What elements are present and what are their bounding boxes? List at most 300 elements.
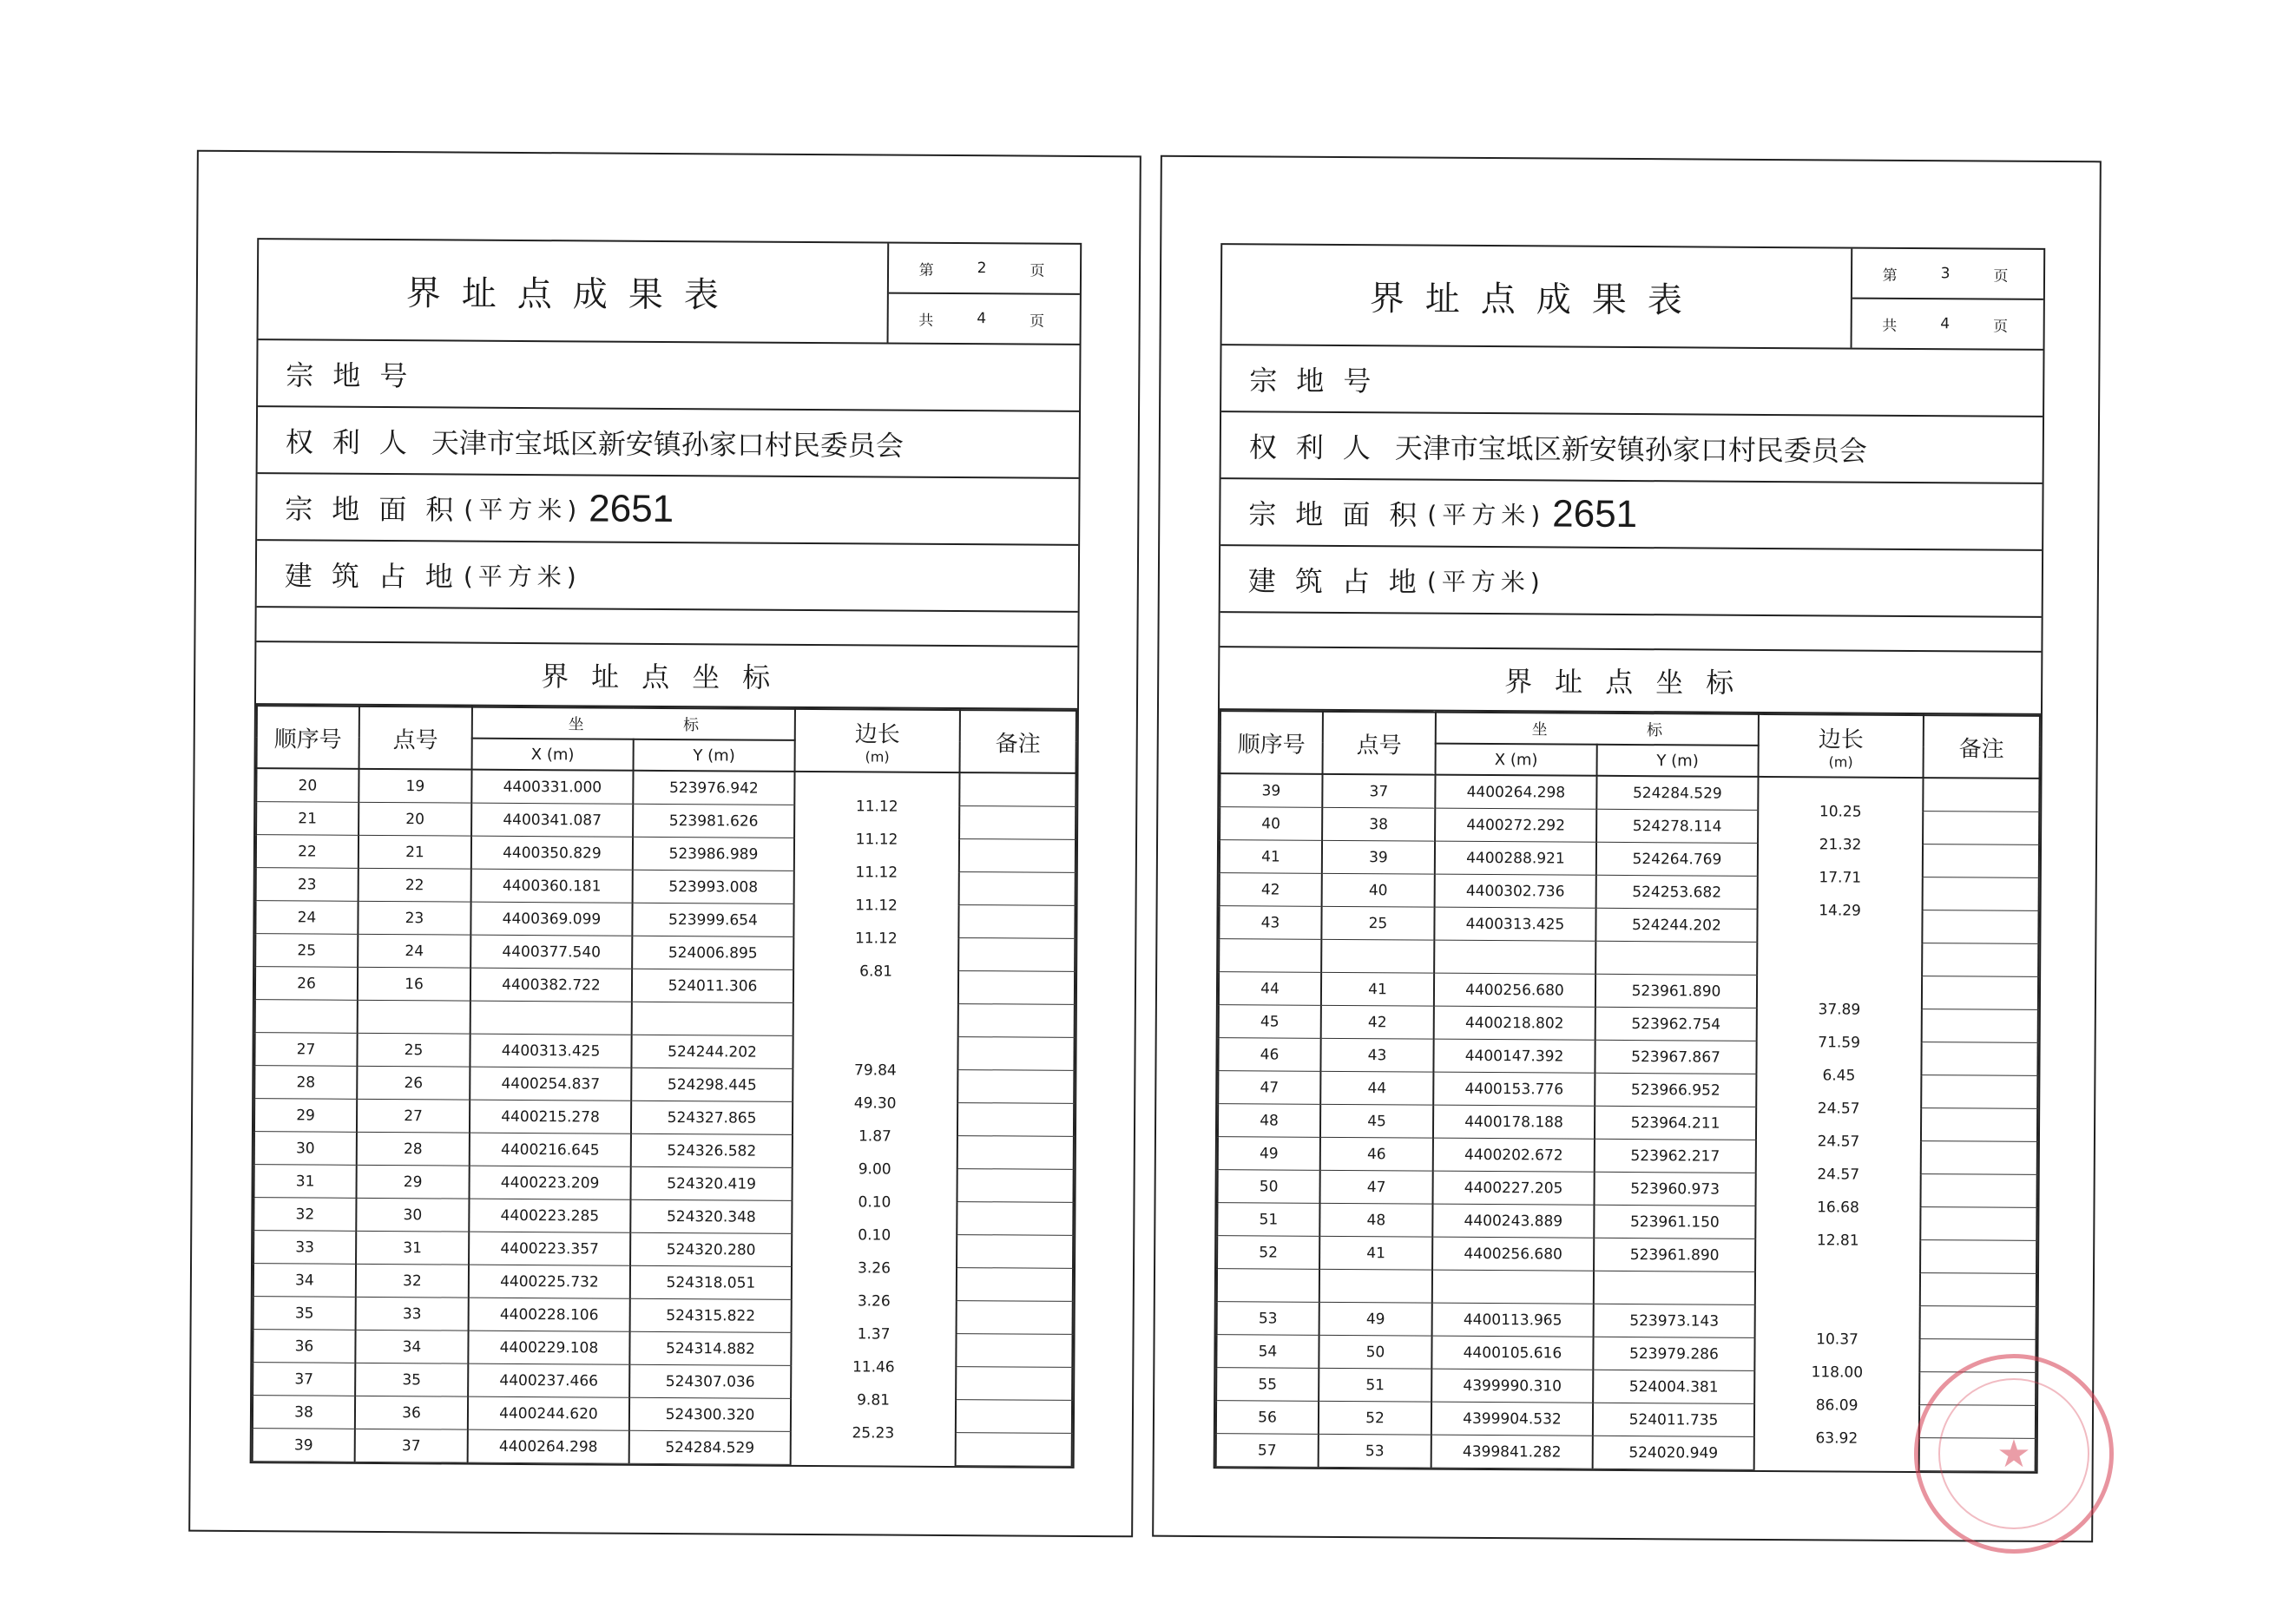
edge-length: 16.68: [1817, 1198, 1859, 1217]
seal-inner-ring: [1938, 1378, 2089, 1529]
y-cell: [1595, 941, 1757, 975]
length-cell: [791, 1365, 956, 1409]
page-sheet-2: [188, 150, 1141, 1538]
area-value: 2651: [1552, 491, 1638, 536]
seq-cell: 23: [256, 868, 359, 902]
edge-length: 24.57: [1817, 1165, 1860, 1184]
x-cell: 4400264.298: [1435, 775, 1596, 810]
edge-length: 24.57: [1817, 1132, 1860, 1151]
y-cell: 523961.890: [1595, 974, 1757, 1008]
seq-cell: 35: [253, 1297, 356, 1331]
boundary-point-form: [1214, 243, 2046, 1474]
table-row: [1218, 1104, 2037, 1142]
x-cell: 4400254.837: [470, 1067, 631, 1101]
y-cell: [1594, 1271, 1755, 1304]
remark-cell: [957, 1103, 1074, 1137]
length-cell: [1755, 1271, 1920, 1305]
x-cell: 4399841.282: [1431, 1435, 1593, 1469]
seq-cell: 39: [253, 1429, 355, 1462]
x-cell: 4400218.802: [1434, 1006, 1595, 1040]
edge-length: 10.37: [1816, 1330, 1859, 1349]
point-cell: 44: [1320, 1071, 1433, 1105]
seq-cell: [1219, 939, 1321, 973]
x-cell: 4400244.620: [468, 1396, 629, 1430]
length-cell: [1754, 1337, 1919, 1382]
edge-length: 11.12: [855, 863, 898, 882]
x-cell: 4400225.732: [469, 1265, 630, 1298]
parcel-number-row: 宗地号: [258, 340, 1079, 412]
point-cell: 41: [1319, 1236, 1432, 1270]
coordinate-rows: [253, 768, 1076, 1466]
x-cell: 4400288.921: [1435, 841, 1596, 875]
remark-cell: [1921, 1108, 2037, 1142]
point-cell: 42: [1321, 1005, 1434, 1039]
length-cell: [792, 1266, 957, 1311]
remark-cell: [957, 1202, 1073, 1236]
area-row: 宗地面积 (平方米) 2651: [257, 474, 1078, 546]
seq-cell: 32: [253, 1198, 356, 1232]
remark-cell: [959, 872, 1076, 906]
table-row: [1219, 939, 2038, 977]
seq-cell: 37: [253, 1363, 355, 1396]
y-cell: 523967.867: [1595, 1040, 1756, 1074]
remark-cell: [957, 1301, 1073, 1335]
length-cell: [793, 969, 958, 1003]
seq-cell: 38: [253, 1396, 355, 1429]
point-cell: 28: [357, 1132, 470, 1166]
remark-cell: [957, 1268, 1073, 1302]
length-cell: [1758, 777, 1923, 821]
point-cell: 33: [356, 1297, 469, 1331]
coordinate-table: [252, 705, 1077, 1467]
table-row: [1217, 1269, 2036, 1307]
table-row: [254, 1066, 1074, 1104]
y-cell: 524011.735: [1593, 1403, 1754, 1436]
x-cell: 4400237.466: [468, 1363, 629, 1397]
table-row: [1218, 1038, 2037, 1076]
x-cell: 4400178.188: [1433, 1105, 1595, 1139]
x-cell: 4400223.209: [469, 1166, 630, 1199]
edge-length: 86.09: [1815, 1396, 1859, 1415]
point-cell: 29: [356, 1165, 469, 1199]
seq-cell: [1217, 1269, 1319, 1303]
spacer-row: [256, 608, 1077, 647]
table-row: [1217, 1302, 2036, 1340]
building-area-row: 建筑占地 (平方米): [1220, 546, 2042, 618]
remark-cell: [1923, 877, 2039, 911]
y-header: Y (m): [634, 739, 795, 772]
edge-length: 24.57: [1817, 1099, 1860, 1118]
seq-cell: 52: [1217, 1236, 1319, 1270]
table-row: [1218, 1137, 2037, 1175]
x-cell: 4400331.000: [471, 770, 633, 805]
point-cell: 37: [355, 1429, 468, 1462]
x-cell: 4400341.087: [471, 803, 633, 837]
length-cell: [1758, 843, 1923, 887]
remark-cell: [956, 1367, 1072, 1401]
remark-cell: [958, 905, 1075, 939]
coord-section-title: 界址点坐标: [256, 642, 1077, 710]
length-cell: [1757, 942, 1922, 976]
spacer-row: [1220, 613, 2041, 653]
point-cell: 16: [358, 967, 470, 1001]
edge-length: 9.81: [857, 1390, 891, 1409]
edge-length: 3.26: [858, 1258, 891, 1278]
seal-star-icon: ★: [1997, 1431, 2031, 1476]
length-cell: [792, 1200, 957, 1245]
y-cell: 523981.626: [633, 804, 794, 838]
seq-cell: 54: [1216, 1335, 1319, 1369]
coordinate-table: [1215, 710, 2041, 1472]
edge-length: 71.59: [1818, 1033, 1861, 1052]
table-row: [253, 1198, 1073, 1236]
seq-cell: 46: [1218, 1038, 1320, 1072]
point-cell: 27: [357, 1099, 470, 1133]
y-cell: 524314.882: [629, 1331, 791, 1365]
parcel-number-row: 宗地号: [1221, 345, 2043, 417]
edge-length: 6.81: [859, 962, 893, 981]
seq-cell: 25: [255, 934, 358, 968]
seq-cell: 57: [1216, 1434, 1319, 1468]
point-cell: 51: [1319, 1368, 1431, 1402]
y-cell: 524320.419: [630, 1166, 792, 1200]
x-cell: 4400223.357: [469, 1232, 630, 1265]
seq-cell: [255, 1000, 358, 1034]
form-title: 界址点成果表: [1222, 245, 1853, 347]
y-cell: 524318.051: [630, 1265, 792, 1299]
table-row: [253, 1396, 1072, 1434]
x-cell: 4400215.278: [470, 1100, 631, 1133]
y-cell: 524326.582: [631, 1133, 793, 1167]
remark-cell: [1920, 1240, 2036, 1274]
x-cell: [1434, 940, 1595, 974]
table-row: [1217, 1236, 2036, 1274]
length-cell: [793, 1134, 957, 1179]
seq-cell: 30: [254, 1132, 357, 1166]
form-header: [1222, 245, 2044, 351]
table-row: [1220, 773, 2039, 812]
y-cell: 524284.529: [1596, 776, 1758, 811]
seq-cell: 43: [1219, 906, 1321, 940]
remark-cell: [958, 971, 1075, 1005]
length-cell: [1756, 1107, 1921, 1151]
point-cell: 52: [1319, 1401, 1431, 1435]
point-cell: 36: [355, 1396, 468, 1429]
y-cell: 524327.865: [631, 1101, 793, 1134]
y-cell: 524253.682: [1596, 875, 1758, 909]
point-cell: 22: [359, 868, 471, 902]
y-cell: [632, 1002, 793, 1035]
remark-cell: [957, 1169, 1073, 1203]
coord-header: 坐 标: [472, 707, 795, 740]
x-cell: 4400243.889: [1432, 1204, 1594, 1238]
edge-length: 3.26: [857, 1291, 891, 1311]
table-row: [1216, 1335, 2036, 1373]
remark-cell: [956, 1400, 1072, 1434]
page-total: 共 4 页: [918, 310, 1050, 331]
seq-cell: 53: [1217, 1302, 1319, 1336]
length-cell: [794, 772, 959, 816]
form-header: [259, 240, 1081, 345]
length-cell: [791, 1431, 956, 1465]
table-row: [1218, 1170, 2037, 1208]
x-cell: 4400228.106: [469, 1298, 630, 1331]
remark-cell: [1921, 1042, 2037, 1076]
x-cell: 4400369.099: [470, 902, 632, 936]
length-cell: [792, 1233, 957, 1278]
point-cell: 20: [359, 802, 471, 836]
seq-cell: 29: [254, 1099, 357, 1133]
point-cell: 46: [1320, 1137, 1433, 1171]
x-cell: 4400113.965: [1432, 1303, 1594, 1337]
remark-cell: [957, 1037, 1074, 1071]
length-cell: [793, 1068, 957, 1113]
seq-cell: 44: [1219, 972, 1321, 1006]
table-row: [254, 1033, 1074, 1071]
length-cell: [1758, 810, 1923, 854]
length-cell: [1756, 1140, 1921, 1184]
table-row: [255, 1000, 1075, 1038]
table-row: [255, 967, 1075, 1005]
point-cell: 50: [1319, 1335, 1431, 1369]
table-row: [1220, 840, 2039, 878]
length-cell: [793, 1002, 958, 1036]
table-row: [256, 768, 1076, 806]
length-cell: [792, 1167, 957, 1212]
seq-header: 顺序号: [257, 706, 359, 769]
remark-header: 备注: [1924, 715, 2040, 779]
edge-length: 118.00: [1811, 1363, 1864, 1382]
length-cell: [1754, 1370, 1919, 1415]
point-cell: 47: [1319, 1170, 1432, 1204]
table-row: [253, 1231, 1073, 1269]
x-cell: 4400202.672: [1433, 1138, 1595, 1172]
length-cell: [791, 1332, 956, 1377]
y-cell: 523961.150: [1594, 1205, 1755, 1239]
length-cell: [793, 1035, 957, 1080]
y-cell: 523979.286: [1593, 1337, 1754, 1370]
remark-cell: [1920, 1306, 2036, 1340]
edge-length: 11.12: [855, 797, 898, 816]
point-cell: 45: [1320, 1104, 1433, 1138]
edge-length: 0.10: [858, 1193, 891, 1212]
length-cell: [1757, 1008, 1922, 1052]
length-cell: [1754, 1436, 1919, 1470]
seq-cell: 56: [1216, 1401, 1319, 1435]
seq-cell: 41: [1220, 840, 1322, 874]
remark-cell: [956, 1433, 1072, 1467]
point-cell: 32: [356, 1264, 469, 1298]
coord-section-title: 界址点坐标: [1220, 647, 2041, 715]
y-cell: 524320.348: [630, 1199, 792, 1233]
y-cell: 524320.280: [630, 1232, 792, 1266]
edge-length: 49.30: [853, 1094, 897, 1113]
edge-length: 79.84: [854, 1061, 897, 1080]
y-cell: 524264.769: [1596, 842, 1758, 876]
y-cell: 523976.942: [633, 771, 794, 805]
form-title: 界址点成果表: [259, 240, 890, 342]
x-cell: 4399990.310: [1431, 1369, 1593, 1403]
table-row: [254, 1132, 1074, 1170]
owner-row: 权利人 天津市宝坻区新安镇孙家口村民委员会: [258, 407, 1079, 479]
page-counter: [889, 244, 1081, 344]
table-row: [1220, 807, 2039, 845]
y-cell: 524004.381: [1593, 1370, 1754, 1403]
y-cell: 524244.202: [631, 1035, 793, 1068]
seq-cell: 22: [256, 835, 359, 869]
length-cell: [1758, 876, 1923, 920]
remark-cell: [1920, 1174, 2036, 1208]
table-row: [1219, 972, 2038, 1010]
point-cell: 40: [1322, 873, 1435, 907]
edge-length: 1.37: [857, 1324, 891, 1344]
seq-cell: 49: [1218, 1137, 1320, 1171]
length-cell: [1756, 1074, 1921, 1118]
point-cell: 43: [1320, 1038, 1433, 1072]
point-cell: [1321, 939, 1434, 973]
length-cell: [791, 1398, 956, 1442]
edge-length: 11.12: [854, 929, 898, 948]
page-counter: [1852, 249, 2044, 349]
y-cell: 523962.217: [1595, 1139, 1756, 1173]
table-row: [1218, 1071, 2037, 1109]
page-sheet-3: [1152, 155, 2102, 1543]
remark-cell: [1921, 1075, 2037, 1109]
remark-cell: [959, 839, 1076, 873]
area-value: 2651: [589, 486, 674, 530]
point-header: 点号: [1323, 712, 1436, 775]
seq-header: 顺序号: [1220, 711, 1323, 774]
edge-length: 12.81: [1816, 1231, 1859, 1250]
length-cell: [1755, 1239, 1920, 1272]
point-cell: 25: [1321, 906, 1434, 940]
x-cell: 4400147.392: [1433, 1039, 1595, 1073]
point-cell: 41: [1321, 972, 1434, 1006]
point-cell: 53: [1319, 1434, 1431, 1468]
length-cell: [794, 871, 959, 915]
y-cell: 524284.529: [629, 1430, 791, 1464]
edge-length: 6.45: [1822, 1066, 1856, 1085]
length-header: 边长 (m): [1759, 714, 1924, 778]
table-row: [1216, 1434, 2036, 1472]
remark-cell: [958, 1004, 1075, 1038]
seq-cell: 34: [253, 1264, 356, 1298]
point-header: 点号: [359, 706, 472, 770]
point-cell: 26: [357, 1066, 470, 1100]
table-row: [1220, 873, 2039, 911]
point-cell: 48: [1319, 1203, 1432, 1237]
table-row: [1216, 1368, 2036, 1406]
seq-cell: 31: [254, 1165, 357, 1199]
seq-cell: 48: [1218, 1104, 1320, 1138]
table-row: [1219, 906, 2038, 944]
edge-length: 11.12: [855, 830, 898, 849]
seq-cell: 42: [1220, 873, 1322, 907]
x-cell: 4400350.829: [471, 836, 633, 870]
x-cell: 4400223.285: [469, 1199, 630, 1232]
x-cell: 4400105.616: [1431, 1336, 1593, 1370]
page-number: 第 3 页: [1852, 249, 2043, 300]
seq-cell: 21: [256, 802, 359, 836]
remark-cell: [1922, 943, 2038, 977]
length-cell: [1755, 1206, 1920, 1250]
y-cell: 523993.008: [633, 870, 794, 903]
table-row: [253, 1264, 1073, 1302]
x-cell: 4400302.736: [1435, 874, 1596, 908]
table-row: [256, 868, 1076, 906]
point-cell: 25: [357, 1033, 470, 1067]
edge-length: 11.46: [852, 1357, 895, 1377]
seq-cell: 33: [253, 1231, 356, 1265]
y-cell: 524300.320: [629, 1397, 791, 1431]
point-cell: 23: [358, 901, 470, 935]
x-cell: 4400272.292: [1435, 808, 1596, 842]
remark-header: 备注: [960, 710, 1076, 773]
length-cell: [793, 936, 958, 981]
remark-cell: [1922, 1009, 2038, 1043]
x-cell: 4400360.181: [471, 869, 633, 903]
edge-length: 10.25: [1819, 802, 1862, 821]
coordinate-rows: [1216, 773, 2040, 1471]
remark-cell: [957, 1070, 1074, 1104]
length-cell: [792, 1299, 957, 1344]
edge-length: 1.87: [858, 1127, 891, 1146]
remark-cell: [957, 1235, 1073, 1269]
x-cell: 4400227.205: [1432, 1171, 1594, 1205]
seq-cell: 55: [1216, 1368, 1319, 1402]
length-cell: [793, 1101, 957, 1146]
edge-length: 63.92: [1815, 1429, 1859, 1448]
edge-length: 37.89: [1818, 1000, 1861, 1019]
point-cell: [1319, 1269, 1432, 1303]
official-seal-stamp: [1914, 1354, 2114, 1554]
x-cell: 4400256.680: [1434, 973, 1595, 1007]
length-cell: [1754, 1403, 1919, 1448]
point-cell: 30: [356, 1198, 469, 1232]
x-cell: 4400264.298: [468, 1429, 629, 1463]
y-cell: 523962.754: [1595, 1007, 1757, 1041]
table-row: [1217, 1203, 2036, 1241]
remark-cell: [1923, 778, 2039, 812]
seq-cell: 40: [1220, 807, 1322, 841]
remark-cell: [956, 1334, 1072, 1368]
point-cell: 24: [358, 934, 470, 968]
remark-cell: [1923, 844, 2039, 878]
remark-cell: [1920, 1273, 2036, 1307]
length-cell: [1755, 1304, 1920, 1349]
seq-cell: 47: [1218, 1071, 1320, 1105]
edge-length: [792, 1474, 955, 1475]
seq-cell: 51: [1217, 1203, 1319, 1237]
point-cell: 34: [355, 1330, 468, 1363]
edge-length: 9.00: [858, 1160, 891, 1179]
seq-cell: 26: [255, 967, 358, 1001]
length-header: 边长 (m): [795, 709, 960, 772]
x-cell: [1432, 1270, 1594, 1304]
point-cell: 39: [1322, 840, 1435, 874]
seq-cell: 45: [1219, 1005, 1321, 1039]
seq-cell: 27: [254, 1033, 357, 1067]
table-row: [255, 934, 1075, 972]
seq-cell: 50: [1218, 1170, 1320, 1204]
y-cell: 523986.989: [633, 837, 794, 871]
y-cell: 524307.036: [629, 1364, 791, 1398]
point-cell: 37: [1322, 774, 1435, 808]
edge-length: 0.10: [858, 1225, 891, 1245]
x-header: X (m): [1436, 744, 1597, 776]
y-cell: 523961.890: [1594, 1238, 1755, 1271]
point-cell: 35: [355, 1363, 468, 1396]
